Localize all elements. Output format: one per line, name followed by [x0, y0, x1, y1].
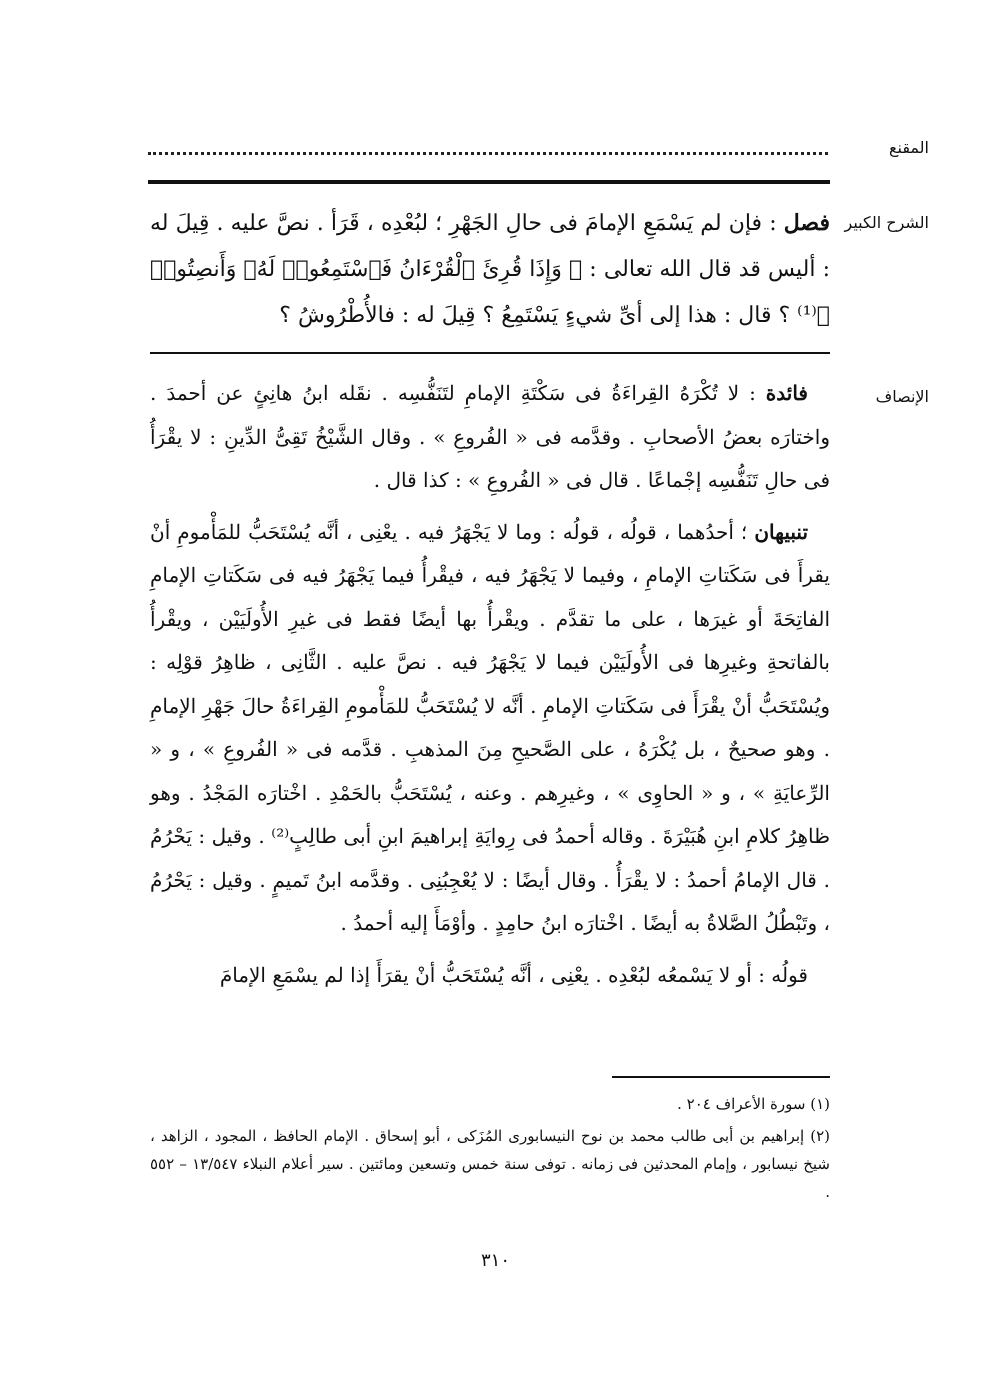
footnote-1: (١) سورة الأعراف ٢٠٤ .	[677, 1095, 830, 1113]
label-muqni: المقنع	[888, 138, 929, 157]
header-rule	[148, 180, 830, 184]
section-divider	[150, 352, 830, 354]
sharh-heading: فصل	[783, 210, 830, 236]
insaf-paragraph-faida	[150, 372, 830, 503]
sharh-section	[150, 200, 830, 339]
tanbihan-text: ؛ أحدُهما ، قولُه ، قولُه : وما لا يَجْهَرُ فيه . يعْنِى ، أنَّه يُسْتَحَبُّ للمَأْمومِ أنْ يقرأَ فى سَكَتاتِ الإمامِ ، وفيما لا يَجْهَرُ فيه ، فيقْرأُ فيما يَجْهَرُ فيه فى سَكَتاتِ الإمامِ الفاتِحَةَ أو غيرَها ، على ما تقدَّم . ويقْرأُ بها أيضًا فقط فى غيرِ الأُولَيَيْن ، ويقْرأُ بالفاتحةِ وغيرِها فى الأُولَيَيْن فيما لا يَجْهَرُ فيه . نصَّ عليه . الثَّانِى ، ظاهِرُ قوْلِه : ويُسْتَحَبُّ أنْ يقْرَأَ فى سَكَتاتِ الإمامِ . أنَّه لا يُسْتَحَبُّ للمَأْمومِ القِراءَةُ حالَ جَهْرِ الإمامِ . وهو صحيحٌ ، بل يُكْرَهُ ، على الصَّحيحِ مِنَ المذهبِ . قدَّمه فى « الفُروعِ » ، و « الرِّعايَةِ » ، و « الحاوِى » ، وغيرِهم . وعنه ، يُسْتَحَبُّ بالحَمْدِ . اخْتارَه المَجْدُ . وهو ظاهِرُ كلامِ ابنِ هُبَيْرَةَ . وقاله أحمدُ فى رِوايَةِ إبراهيمَ ابنِ أبى طالِبٍ⁽²⁾ . وقيل : يَحْرُمُ . قال الإمامُ أحمدُ : لا يقْرَأُ . وقال أيضًا : لا يُعْجِبُنِى . وقدَّمه ابنُ تَميمٍ . وقيل : يَحْرُمُ ، وتَبْطُلُ الصَّلاةُ به أيضًا . اخْتارَه ابنُ حامِدٍ . وأوْمَأَ إليه أحمدُ .	[150, 519, 831, 935]
sharh-text: : فإن لم يَسْمَعِ الإمامَ فى حالِ الجَهْرِ ؛ لبُعْدِه ، قَرَأ . نصَّ عليه . قِيلَ له : أليس قد قال الله تعالى : ﴿ وَإِذَا قُرِئَ ٱلْقُرْءَانُ فَٱسْتَمِعُوا۟ لَهُۥ وَأَنصِتُوا۟ ﴾⁽¹⁾ ؟ قال : هذا إلى أىِّ شيءٍ يَسْتَمِعُ ؟ قِيلَ له : فالأُطْرُوشُ ؟	[150, 211, 830, 328]
faida-heading: فائدة	[765, 381, 808, 405]
footnote-2: (٢) إبراهيم بن أبى طالب محمد بن نوح النيسابورى المُزَكى ، أبو إسحاق . الإمام الحافظ ، المجود ، الزاهد ، شيخ نيسابور ، وإمام المحدثين فى زمانه . توفى سنة خمس وتسعين ومائتين . سير أعلام النبلاء ١٣/٥٤٧ – ٥٥٢ .	[150, 1127, 830, 1201]
insaf-paragraph-tanbihan	[150, 511, 830, 946]
label-sharh-kabir: الشرح الكبير	[844, 213, 929, 232]
faida-text: : لا تُكْرَهُ القِراءَةُ فى سَكْتَةِ الإمامِ لتَنَفُّسِه . نقَله ابنُ هانِئٍ عن أحمدَ . واختارَه بعضُ الأصحابِ . وقدَّمه فى « الفُروعِ » . وقال الشَّيْخُ تَقِىُّ الدِّينِ : لا يقْرَأُ فى حالِ تَنَفُّسِه إجْماعًا . قال فى « الفُروعِ » : كذا قال .	[150, 381, 830, 492]
label-insaf: الإنصاف	[875, 387, 929, 406]
insaf-section	[150, 372, 830, 997]
page-number: ٣١٠	[480, 1250, 510, 1271]
sharh-paragraph	[150, 200, 830, 339]
footnotes	[150, 1090, 830, 1210]
footnote-rule	[612, 1076, 830, 1078]
insaf-paragraph-qawluhu: قولُه : أو لا يَسْمعُه لبُعْدِه . يعْنِى ، أنَّه يُسْتَحَبُّ أنْ يقرَأَ إذا لم يسْمَعِ الإمامَ	[219, 962, 808, 987]
muqni-dotted-leader	[148, 152, 828, 155]
tanbihan-heading: تنبيهان	[754, 519, 809, 544]
